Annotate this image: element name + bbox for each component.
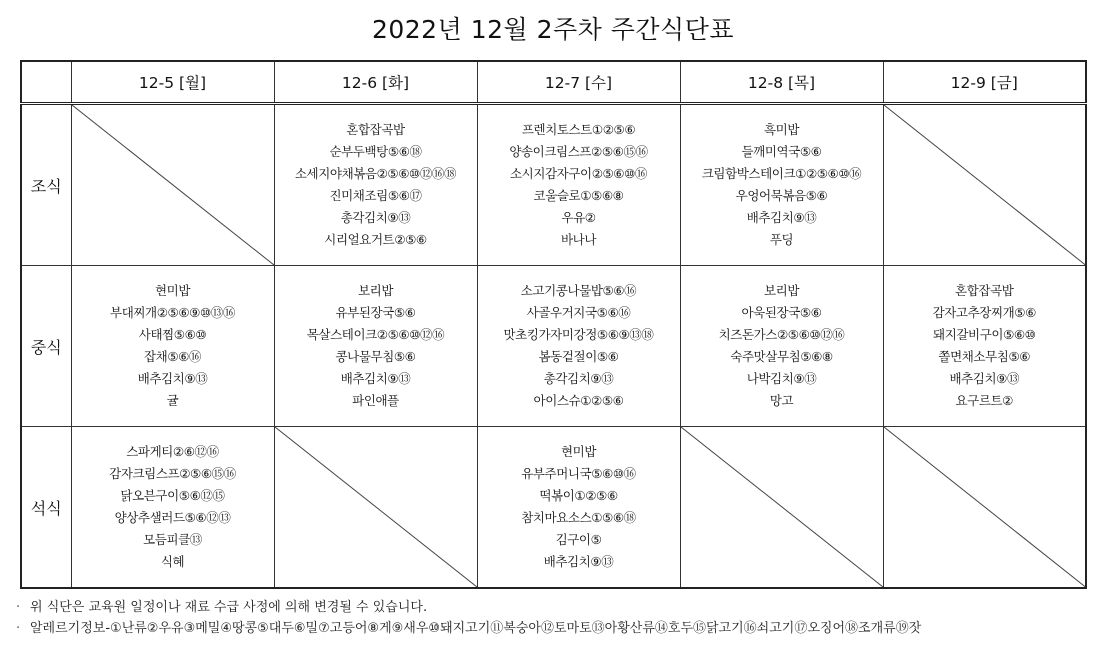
menu-item: 감자고추장찌개⑤⑥ — [932, 305, 1036, 320]
menu-item: 진미채조림⑤⑥⑰ — [329, 188, 422, 203]
meal-label-breakfast: 조식 — [21, 104, 71, 266]
menu-cell — [883, 266, 1086, 427]
meal-row — [21, 104, 1086, 266]
meal-label-lunch: 중식 — [21, 266, 71, 427]
menu-item: 유부주머니국⑤⑥⑩⑯ — [521, 466, 636, 481]
menu-item: 배추김치⑨⑬ — [746, 210, 817, 225]
menu-item: 보리밥 — [357, 283, 394, 298]
menu-item: 사태찜⑤⑥⑩ — [138, 327, 207, 342]
menu-item: 현미밥 — [154, 283, 191, 298]
menu-item: 참치마요소스①⑤⑥⑱ — [521, 510, 636, 525]
menu-item-list — [478, 280, 680, 412]
day-header: 12-6 [화] — [274, 61, 477, 104]
menu-item: 총각김치⑨⑬ — [543, 371, 614, 386]
day-header: 12-5 [월] — [71, 61, 274, 104]
menu-item: 쫄면채소무침⑤⑥ — [938, 349, 1031, 364]
menu-item-list — [478, 441, 680, 573]
menu-item: 모듬피클⑬ — [143, 532, 202, 547]
menu-item-list — [681, 119, 883, 251]
menu-item: 프렌치토스트①②⑤⑥ — [521, 122, 636, 137]
menu-item: 현미밥 — [560, 444, 597, 459]
menu-item: 봄동겉절이⑤⑥ — [538, 349, 619, 364]
menu-item: 나박김치⑨⑬ — [746, 371, 817, 386]
note-allergy-info: 알레르기정보-①난류②우유③메밀④땅콩⑤대두⑥밀⑦고등어⑧게⑨새우⑩돼지고기⑪복숭아⑫토마토⑬아황산류⑭호두⑮닭고기⑯쇠고기⑰오징어⑱조개류⑲잣 — [30, 621, 922, 636]
menu-cell — [274, 104, 477, 266]
empty-menu-cell — [680, 427, 883, 589]
empty-menu-cell — [883, 427, 1086, 589]
menu-item: 시리얼요거트②⑤⑥ — [324, 232, 427, 247]
menu-item: 우유② — [561, 210, 596, 225]
menu-item: 소고기콩나물밥⑤⑥⑯ — [520, 283, 637, 298]
weekly-menu-table — [20, 60, 1087, 589]
header-row — [21, 61, 1086, 104]
menu-item: 콩나물무침⑤⑥ — [335, 349, 416, 364]
day-header: 12-7 [수] — [477, 61, 680, 104]
menu-item: 감자크림스프②⑤⑥⑮⑯ — [109, 466, 236, 481]
menu-item: 귤 — [166, 393, 179, 408]
menu-item: 유부된장국⑤⑥ — [335, 305, 416, 320]
menu-item: 보리밥 — [763, 283, 800, 298]
menu-cell — [477, 266, 680, 427]
menu-cell — [477, 104, 680, 266]
meal-row — [21, 427, 1086, 589]
menu-item: 소세지야채볶음②⑤⑥⑩⑫⑯⑱ — [294, 166, 457, 181]
note-line — [16, 618, 1096, 639]
menu-item: 푸딩 — [769, 232, 794, 247]
day-header: 12-9 [금] — [883, 61, 1086, 104]
corner-cell — [21, 61, 71, 104]
menu-cell — [680, 104, 883, 266]
menu-item-list — [72, 280, 274, 412]
menu-item: 목살스테이크②⑤⑥⑩⑫⑯ — [306, 327, 445, 342]
menu-item: 잡채⑤⑥⑯ — [143, 349, 202, 364]
menu-item-list — [478, 119, 680, 251]
bullet: · — [16, 621, 21, 636]
menu-item: 김구이⑤ — [555, 532, 602, 547]
menu-item: 들깨미역국⑤⑥ — [741, 144, 822, 159]
menu-item: 치즈돈가스②⑤⑥⑩⑫⑯ — [718, 327, 845, 342]
diagonal-line — [72, 105, 274, 265]
menu-item-list — [884, 280, 1086, 412]
menu-item: 돼지갈비구이⑤⑥⑩ — [933, 327, 1036, 342]
menu-item: 스파게티②⑥⑫⑯ — [126, 444, 219, 459]
menu-item-list — [681, 280, 883, 412]
menu-item: 양송이크림스프②⑤⑥⑮⑯ — [509, 144, 648, 159]
diagonal-line — [275, 427, 477, 587]
menu-item-list — [275, 280, 477, 412]
menu-item: 흑미밥 — [763, 122, 800, 137]
menu-cell — [274, 266, 477, 427]
notes — [16, 597, 1096, 639]
menu-item: 코울슬로①⑤⑥⑧ — [533, 188, 624, 203]
menu-item: 파인애플 — [352, 393, 399, 408]
menu-item: 바나나 — [560, 232, 597, 247]
menu-item: 배추김치⑨⑬ — [340, 371, 411, 386]
menu-item: 배추김치⑨⑬ — [137, 371, 208, 386]
menu-item: 사골우거지국⑤⑥⑯ — [526, 305, 631, 320]
menu-item-list — [275, 119, 477, 251]
menu-item: 떡볶이①②⑤⑥ — [539, 488, 618, 503]
menu-item: 혼합잡곡밥 — [346, 122, 405, 137]
menu-cell — [477, 427, 680, 589]
menu-item: 소시지감자구이②⑤⑥⑩⑯ — [509, 166, 648, 181]
day-header: 12-8 [목] — [680, 61, 883, 104]
menu-item: 아욱된장국⑤⑥ — [741, 305, 822, 320]
menu-cell — [71, 266, 274, 427]
diagonal-line — [884, 427, 1086, 587]
menu-item: 맛초킹가자미강정⑤⑥⑨⑬⑱ — [503, 327, 654, 342]
menu-item: 양상추샐러드⑤⑥⑫⑬ — [114, 510, 231, 525]
menu-item: 크림함박스테이크①②⑤⑥⑩⑯ — [701, 166, 862, 181]
meal-row — [21, 266, 1086, 427]
menu-item: 순부두백탕⑤⑥⑱ — [329, 144, 422, 159]
menu-item: 총각김치⑨⑬ — [340, 210, 411, 225]
menu-item: 닭오븐구이⑤⑥⑫⑮ — [120, 488, 225, 503]
menu-item-list — [72, 441, 274, 573]
note-change-notice: 위 식단은 교육원 일정이나 재료 수급 사정에 의해 변경될 수 있습니다. — [30, 600, 428, 615]
menu-item: 식혜 — [160, 554, 185, 569]
menu-item: 배추김치⑨⑬ — [949, 371, 1020, 386]
menu-item: 숙주맛살무침⑤⑥⑧ — [730, 349, 833, 364]
empty-menu-cell — [71, 104, 274, 266]
menu-item: 혼합잡곡밥 — [955, 283, 1014, 298]
menu-cell — [680, 266, 883, 427]
bullet: · — [16, 600, 21, 615]
menu-item: 우엉어묵볶음⑤⑥ — [735, 188, 828, 203]
menu-item: 배추김치⑨⑬ — [543, 554, 614, 569]
menu-item: 망고 — [769, 393, 794, 408]
menu-cell — [71, 427, 274, 589]
meal-label-dinner: 석식 — [21, 427, 71, 589]
page-title: 2022년 12월 2주차 주간식단표 — [371, 15, 735, 44]
note-line — [16, 597, 1096, 618]
diagonal-line — [681, 427, 883, 587]
menu-item: 아이스슈①②⑤⑥ — [533, 393, 624, 408]
menu-item: 요구르트② — [955, 393, 1013, 408]
menu-item: 부대찌개②⑤⑥⑨⑩⑬⑯ — [110, 305, 235, 320]
empty-menu-cell — [883, 104, 1086, 266]
diagonal-line — [884, 105, 1086, 265]
empty-menu-cell — [274, 427, 477, 589]
